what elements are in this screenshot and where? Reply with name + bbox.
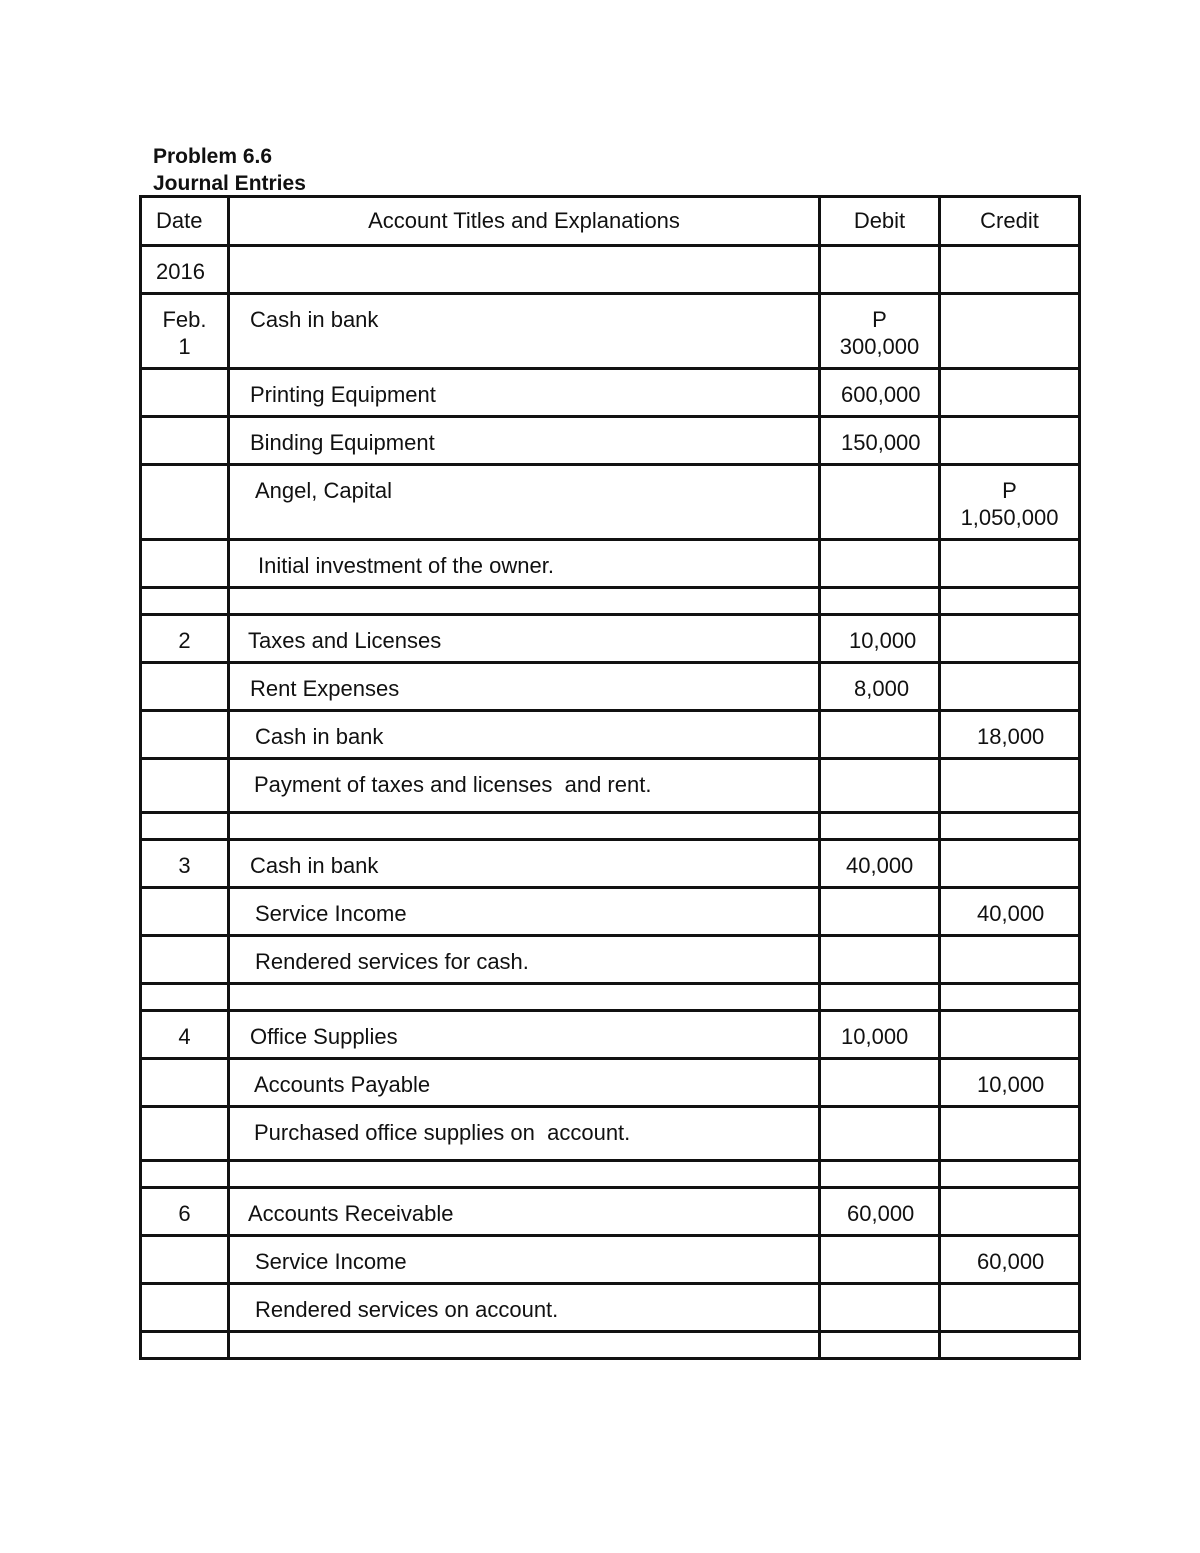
credit-amount: P 1,050,000: [960, 478, 1059, 530]
account-cell: [229, 369, 820, 417]
spacer-row: [141, 984, 1080, 1011]
account-cell: [229, 1188, 820, 1236]
credit-cell: [940, 1011, 1080, 1059]
account-title: Angel, Capital: [255, 478, 392, 503]
column-header-debit: Debit: [820, 197, 940, 246]
account-cell: [229, 1107, 820, 1161]
column-header-date: Date: [141, 197, 229, 246]
credit-cell: [940, 1107, 1080, 1161]
credit-cell: [940, 888, 1080, 936]
date-cell: [141, 615, 229, 663]
date-cell: [141, 711, 229, 759]
account-title: Cash in bank: [250, 307, 379, 332]
credit-cell: [940, 984, 1080, 1011]
credit-cell: [940, 840, 1080, 888]
account-title: Taxes and Licenses: [248, 628, 442, 653]
account-title: Office Supplies: [250, 1024, 398, 1049]
date-cell: [141, 1107, 229, 1161]
table-row: [141, 759, 1080, 813]
table-row: [141, 1284, 1080, 1332]
credit-cell: [940, 759, 1080, 813]
entry-explanation: Rendered services on account.: [255, 1297, 559, 1322]
date-cell: [141, 759, 229, 813]
credit-cell: [940, 588, 1080, 615]
account-cell: [229, 1236, 820, 1284]
debit-cell: [820, 984, 940, 1011]
account-title: Printing Equipment: [250, 382, 436, 407]
date-cell: [141, 1188, 229, 1236]
date-cell: [141, 1284, 229, 1332]
date-cell: [141, 1059, 229, 1107]
account-cell: [229, 813, 820, 840]
table-row: [141, 417, 1080, 465]
table-row: [141, 936, 1080, 984]
year-row: [141, 246, 1080, 294]
debit-amount: 40,000: [846, 853, 914, 878]
table-row: [141, 615, 1080, 663]
entry-date: 2: [178, 628, 191, 653]
column-header-credit: Credit: [940, 197, 1080, 246]
credit-cell: [940, 813, 1080, 840]
entry-date: Feb. 1: [162, 307, 207, 359]
account-cell: [229, 1332, 820, 1359]
account-title: Cash in bank: [255, 724, 384, 749]
table-row: [141, 1011, 1080, 1059]
credit-cell: [940, 936, 1080, 984]
debit-cell: [820, 1332, 940, 1359]
account-cell: [229, 465, 820, 540]
date-cell: [141, 984, 229, 1011]
credit-cell: [940, 1188, 1080, 1236]
debit-cell: [820, 246, 940, 294]
debit-amount: 60,000: [847, 1201, 915, 1226]
table-row: [141, 1107, 1080, 1161]
header-row: [141, 197, 1080, 246]
date-cell: [141, 663, 229, 711]
entry-explanation: Payment of taxes and licenses and rent.: [254, 772, 652, 797]
table-row: [141, 1236, 1080, 1284]
account-cell: [229, 1161, 820, 1188]
date-cell: [141, 1332, 229, 1359]
debit-cell: [820, 759, 940, 813]
table-row: [141, 540, 1080, 588]
credit-cell: [940, 1284, 1080, 1332]
debit-cell: [820, 1011, 940, 1059]
debit-cell: [820, 417, 940, 465]
date-cell: [141, 1011, 229, 1059]
account-cell: [229, 888, 820, 936]
debit-cell: [820, 813, 940, 840]
table-row: [141, 663, 1080, 711]
debit-amount: 10,000: [849, 628, 917, 653]
account-cell: [229, 840, 820, 888]
entry-explanation: Initial investment of the owner.: [258, 553, 554, 578]
debit-cell: [820, 540, 940, 588]
date-cell: [141, 936, 229, 984]
debit-amount: 10,000: [841, 1024, 909, 1049]
table-row: [141, 888, 1080, 936]
debit-cell: [820, 711, 940, 759]
account-cell: [229, 663, 820, 711]
table-row: [141, 294, 1080, 369]
account-title: Accounts Payable: [254, 1072, 431, 1097]
year-label: 2016: [156, 259, 205, 284]
account-cell: [229, 711, 820, 759]
credit-cell: [940, 369, 1080, 417]
entry-date: 4: [178, 1024, 191, 1049]
debit-cell: [820, 936, 940, 984]
date-cell: [141, 1236, 229, 1284]
account-cell: [229, 759, 820, 813]
account-title: Service Income: [255, 1249, 407, 1274]
date-cell: [141, 888, 229, 936]
page-heading: [153, 143, 306, 197]
account-cell: [229, 984, 820, 1011]
table-row: [141, 711, 1080, 759]
debit-cell: [820, 663, 940, 711]
date-cell: [141, 465, 229, 540]
credit-cell: [940, 615, 1080, 663]
debit-cell: [820, 369, 940, 417]
date-cell: [141, 369, 229, 417]
account-cell: [229, 615, 820, 663]
debit-cell: [820, 888, 940, 936]
debit-cell: [820, 294, 940, 369]
spacer-row: [141, 1332, 1080, 1359]
table-row: [141, 840, 1080, 888]
account-title: Cash in bank: [250, 853, 379, 878]
account-cell: [229, 540, 820, 588]
debit-cell: [820, 588, 940, 615]
debit-cell: [820, 1059, 940, 1107]
credit-cell: [940, 1161, 1080, 1188]
account-cell: [229, 417, 820, 465]
entry-date: 6: [178, 1201, 191, 1226]
credit-cell: [940, 294, 1080, 369]
credit-amount: 18,000: [977, 724, 1045, 749]
credit-cell: [940, 246, 1080, 294]
credit-cell: [940, 1236, 1080, 1284]
credit-amount: 10,000: [977, 1072, 1045, 1097]
credit-amount: 60,000: [977, 1249, 1045, 1274]
table-row: [141, 465, 1080, 540]
debit-cell: [820, 840, 940, 888]
credit-cell: [940, 1059, 1080, 1107]
account-title: Rent Expenses: [250, 676, 400, 701]
debit-cell: [820, 1236, 940, 1284]
date-cell: [141, 294, 229, 369]
credit-cell: [940, 465, 1080, 540]
debit-cell: [820, 1188, 940, 1236]
debit-cell: [820, 465, 940, 540]
debit-cell: [820, 1107, 940, 1161]
table-row: [141, 1059, 1080, 1107]
credit-cell: [940, 417, 1080, 465]
account-cell: [229, 246, 820, 294]
date-cell: [141, 840, 229, 888]
spacer-row: [141, 1161, 1080, 1188]
journal-table: [139, 195, 1081, 1360]
account-cell: [229, 588, 820, 615]
debit-amount: P 300,000: [839, 307, 920, 359]
account-cell: [229, 1059, 820, 1107]
table-row: [141, 1188, 1080, 1236]
debit-amount: 8,000: [854, 676, 910, 701]
entry-explanation: Rendered services for cash.: [255, 949, 529, 974]
credit-cell: [940, 663, 1080, 711]
account-cell: [229, 936, 820, 984]
table-row: [141, 369, 1080, 417]
account-cell: [229, 1011, 820, 1059]
debit-cell: [820, 1161, 940, 1188]
credit-cell: [940, 540, 1080, 588]
spacer-row: [141, 813, 1080, 840]
entry-date: 3: [178, 853, 191, 878]
date-cell: [141, 540, 229, 588]
account-title: Accounts Receivable: [248, 1201, 454, 1226]
credit-amount: 40,000: [977, 901, 1045, 926]
account-title: Binding Equipment: [250, 430, 435, 455]
account-cell: [229, 294, 820, 369]
problem-title: Problem 6.6: [153, 145, 273, 168]
account-cell: [229, 1284, 820, 1332]
spacer-row: [141, 588, 1080, 615]
account-title: Service Income: [255, 901, 407, 926]
debit-amount: 600,000: [841, 382, 921, 407]
column-header-account: Account Titles and Explanations: [229, 197, 820, 246]
date-cell: [141, 1161, 229, 1188]
date-cell: [141, 588, 229, 615]
date-cell: [141, 246, 229, 294]
debit-cell: [820, 1284, 940, 1332]
credit-cell: [940, 711, 1080, 759]
date-cell: [141, 813, 229, 840]
debit-cell: [820, 615, 940, 663]
page-subtitle: Journal Entries: [153, 172, 306, 195]
entry-explanation: Purchased office supplies on account.: [254, 1120, 631, 1145]
debit-amount: 150,000: [841, 430, 921, 455]
credit-cell: [940, 1332, 1080, 1359]
date-cell: [141, 417, 229, 465]
